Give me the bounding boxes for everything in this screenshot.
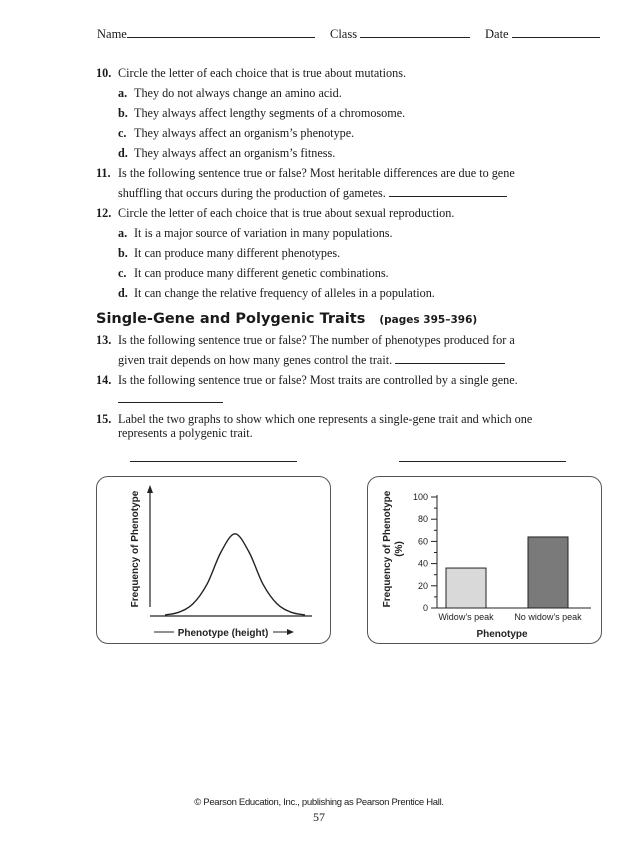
class-field[interactable] [330, 27, 470, 42]
y-axis-label: Frequency of Phenotype [382, 490, 393, 608]
name-label: Name [97, 27, 127, 41]
question-number: 12. [96, 206, 112, 220]
graph-label-blank-left[interactable] [130, 461, 297, 462]
q12-option-d[interactable] [118, 286, 435, 300]
x-label-arrow-icon [287, 629, 294, 635]
question-text: given trait depends on how many genes control the trait. [118, 353, 393, 367]
question-13-line2 [118, 353, 505, 367]
question-text: Circle the letter of each choice that is true about mutations. [118, 66, 406, 80]
category-label: Widow’s peak [438, 612, 494, 622]
bell-curve-line [165, 534, 305, 615]
polygenic-graph-box [96, 476, 331, 644]
question-15 [96, 412, 532, 426]
y-tick-label: 0 [422, 603, 428, 613]
q10-option-d[interactable] [118, 146, 335, 160]
question-number: 11. [96, 166, 111, 180]
option-letter[interactable]: b. [118, 246, 128, 260]
question-13 [96, 333, 515, 347]
question-number: 13. [96, 333, 112, 347]
q12-option-c[interactable] [118, 266, 389, 280]
bar-no-widows-peak [528, 537, 568, 608]
category-label: No widow’s peak [514, 612, 582, 622]
option-letter[interactable]: c. [118, 266, 127, 280]
question-11 [96, 166, 515, 180]
question-number: 15. [96, 412, 112, 426]
question-text: Is the following sentence true or false? Most traits are controlled by a single gene. [118, 373, 518, 387]
y-axis-label: Frequency of Phenotype [130, 490, 141, 608]
option-letter[interactable]: d. [118, 146, 128, 160]
date-label: Date [485, 27, 509, 41]
q10-option-b[interactable] [118, 106, 405, 120]
bell-curve-chart [97, 477, 330, 643]
y-axis-label-unit: (%) [394, 541, 405, 557]
question-text: Is the following sentence true or false? The number of phenotypes produced for a [118, 333, 515, 347]
page-number: 57 [313, 810, 325, 824]
question-15-line2 [118, 426, 253, 440]
y-tick-label: 40 [417, 558, 428, 569]
q10-option-c[interactable] [118, 126, 354, 140]
answer-blank-11[interactable] [389, 196, 507, 197]
question-12 [96, 206, 454, 220]
option-text: It can produce many different phenotypes. [134, 246, 341, 260]
y-tick-label: 100 [412, 492, 428, 502]
question-11-line2 [118, 186, 507, 200]
option-text: They always affect an organism’s phenotype. [134, 126, 355, 140]
name-blank[interactable] [127, 37, 315, 38]
copyright-text: © Pearson Education, Inc., publishing as Pearson Prentice Hall. [194, 797, 444, 808]
question-text: Is the following sentence true or false? Most heritable differences are due to gene [118, 166, 515, 180]
question-10 [96, 66, 406, 80]
option-text: It can produce many different genetic combinations. [134, 266, 389, 280]
y-tick-label: 60 [417, 536, 428, 547]
option-letter[interactable]: b. [118, 106, 128, 120]
question-text: represents a polygenic trait. [118, 426, 253, 440]
question-text: Circle the letter of each choice that is true about sexual reproduction. [118, 206, 455, 220]
question-number: 10. [96, 66, 112, 80]
x-axis-label: Phenotype (height) [177, 628, 269, 639]
option-letter[interactable]: a. [118, 86, 128, 100]
y-tick-label: 80 [417, 514, 428, 525]
section-pages: (pages 395–396) [379, 314, 478, 326]
name-field[interactable] [97, 27, 315, 42]
class-label: Class [330, 27, 358, 41]
bar-chart [368, 477, 601, 643]
q12-option-b[interactable] [118, 246, 340, 260]
class-blank[interactable] [360, 37, 470, 38]
q12-option-a[interactable] [118, 226, 393, 240]
date-field[interactable] [485, 27, 600, 42]
question-text: Label the two graphs to show which one represents a single-gene trait and which one [118, 412, 533, 426]
question-number: 14. [96, 373, 112, 387]
graph-label-blank-right[interactable] [399, 461, 566, 462]
bar-widows-peak [446, 568, 486, 608]
answer-blank-14[interactable] [118, 402, 223, 403]
option-text: They always affect lengthy segments of a chromosome. [134, 106, 406, 120]
single-gene-graph-box [367, 476, 602, 644]
option-text: It is a major source of variation in many populations. [134, 226, 393, 240]
date-blank[interactable] [512, 37, 600, 38]
option-text: They always affect an organism’s fitness. [134, 146, 336, 160]
question-14 [96, 373, 518, 387]
option-text: It can change the relative frequency of alleles in a population. [134, 286, 435, 300]
section-title: Single-Gene and Polygenic Traits [96, 311, 366, 327]
option-letter[interactable]: a. [118, 226, 128, 240]
question-text: shuffling that occurs during the production of gametes. [118, 186, 386, 200]
y-axis-arrow-icon [147, 485, 153, 493]
option-letter[interactable]: d. [118, 286, 128, 300]
y-tick-label: 20 [417, 580, 428, 591]
section-heading [96, 310, 477, 328]
x-axis-label: Phenotype [476, 629, 528, 640]
option-letter[interactable]: c. [118, 126, 127, 140]
option-text: They do not always change an amino acid. [134, 86, 342, 100]
answer-blank-13[interactable] [395, 363, 505, 364]
q10-option-a[interactable] [118, 86, 342, 100]
